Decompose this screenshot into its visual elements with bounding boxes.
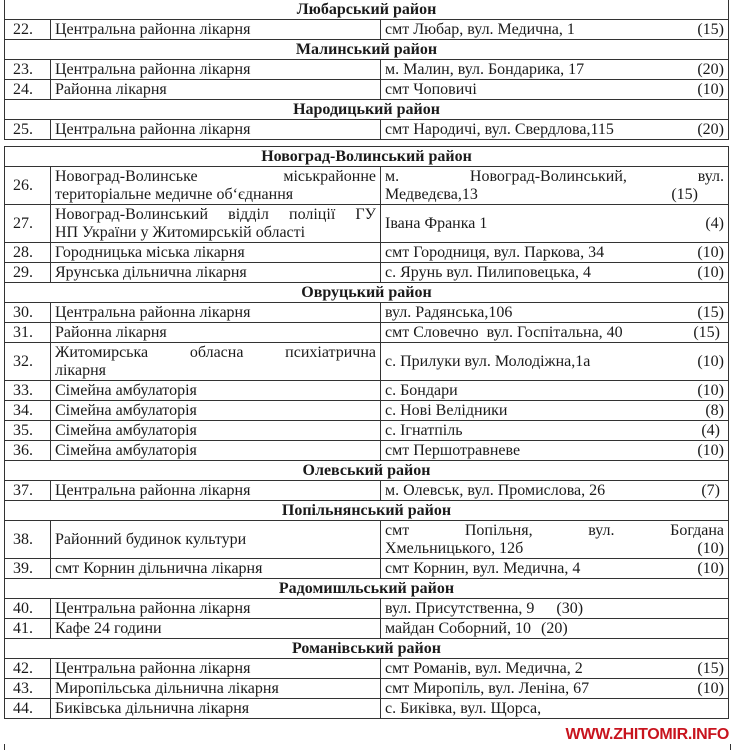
table-row: 24. Районна лікарня смт Чоповичі (10) xyxy=(5,80,729,100)
capacity: (4) xyxy=(705,214,724,232)
capacity: (20) xyxy=(697,120,724,138)
table-row: 26. Новоград-Волинське міськрайонне територіальне медичне об‘єднання м. Новоград-Волинський, вул. Медведєва,13 (15) xyxy=(5,167,729,205)
table-row: 42. Центральна районна лікарня смт Романів, вул. Медична, 2 (15) xyxy=(5,659,729,679)
table-row: 39. смт Корнин дільнична лікарня смт Корнин, вул. Медична, 4 (10) xyxy=(5,559,729,579)
table-row: 38. Районний будинок культури смт Попільня, вул. Богдана Хмельницького, 12б (10) xyxy=(5,521,729,559)
district-header: Овруцький район xyxy=(5,283,729,303)
district-header: Любарський район xyxy=(5,0,729,20)
table-row: 36. Сімейна амбулаторія смт Першотравневе (10) xyxy=(5,441,729,461)
capacity: (15) xyxy=(697,303,724,321)
capacity: (10) xyxy=(697,243,724,261)
district-header: Попільнянський район xyxy=(5,501,729,521)
capacity: (8) xyxy=(705,401,724,419)
capacity: (10) xyxy=(697,679,724,697)
district-header: Народицький район xyxy=(5,100,729,120)
capacity: (20) xyxy=(540,619,568,637)
facilities-table-part-1 xyxy=(4,0,729,140)
facilities-table-part-2 xyxy=(4,146,729,719)
district-header: Малинський район xyxy=(5,40,729,60)
capacity: (10) xyxy=(697,441,724,459)
site-watermark: WWW.ZHITOMIR.INFO xyxy=(565,726,729,743)
table-row: 23. Центральна районна лікарня м. Малин, вул. Бондарика, 17 (20) xyxy=(5,60,729,80)
capacity: (15) xyxy=(697,659,724,677)
capacity: (4) xyxy=(701,421,720,439)
capacity: (10) xyxy=(697,80,724,98)
table-row: 35. Сімейна амбулаторія с. Ігнатпіль (4) xyxy=(5,421,729,441)
table-row: 43. Миропільська дільнична лікарня смт Миропіль, вул. Леніна, 67 (10) xyxy=(5,679,729,699)
table-row: 40. Центральна районна лікарня вул. Присутственна, 9 (30) xyxy=(5,599,729,619)
capacity: (10) xyxy=(697,352,724,370)
capacity: (7) xyxy=(701,481,720,499)
district-header: Радомишльський район xyxy=(5,579,729,599)
capacity: (10) xyxy=(697,263,724,281)
district-header: Олевський район xyxy=(5,461,729,481)
table-row: 27. Новоград-Волинський відділ поліції ГУ НП України у Житомирській області Івана Франка 1 (4) xyxy=(5,205,729,243)
district-header: Романівський район xyxy=(5,639,729,659)
table-row: 33. Сімейна амбулаторія с. Бондари (10) xyxy=(5,381,729,401)
table-row: 22. Центральна районна лікарня смт Любар, вул. Медична, 1 (15) xyxy=(5,20,729,40)
table-row: 32. Житомирська обласна психіатрична лікарня с. Прилуки вул. Молодіжна,1а (10) xyxy=(5,343,729,381)
capacity: (20) xyxy=(697,60,724,78)
capacity: (10) xyxy=(697,559,724,577)
district-header: Новоград-Волинський район xyxy=(5,147,729,167)
table-row: 37. Центральна районна лікарня м. Олевськ, вул. Промислова, 26 (7) xyxy=(5,481,729,501)
table-row: 25. Центральна районна лікарня смт Народичі, вул. Свердлова,115 (20) xyxy=(5,120,729,140)
capacity: (10) xyxy=(697,381,724,399)
capacity: (15) xyxy=(693,323,720,341)
capacity: (15) xyxy=(671,185,698,203)
capacity: (15) xyxy=(697,20,724,38)
table-row: 34. Сімейна амбулаторія с. Нові Велідники (8) xyxy=(5,401,729,421)
table-continuation xyxy=(4,744,731,750)
table-row: 31. Районна лікарня смт Словечно вул. Госпітальна, 40 (15) xyxy=(5,323,729,343)
capacity: (30) xyxy=(556,599,584,617)
table-row: 44. Биківська дільнична лікарня с. Биківка, вул. Щорса, xyxy=(5,699,729,719)
table-row: 28. Городницька міська лікарня смт Городниця, вул. Паркова, 34 (10) xyxy=(5,243,729,263)
table-row: 29. Ярунська дільнична лікарня с. Ярунь вул. Пилиповецька, 4 (10) xyxy=(5,263,729,283)
table-row: 41. Кафе 24 години майдан Соборний, 10 (20) xyxy=(5,619,729,639)
capacity: (10) xyxy=(697,539,724,557)
table-row: 30. Центральна районна лікарня вул. Радянська,106 (15) xyxy=(5,303,729,323)
